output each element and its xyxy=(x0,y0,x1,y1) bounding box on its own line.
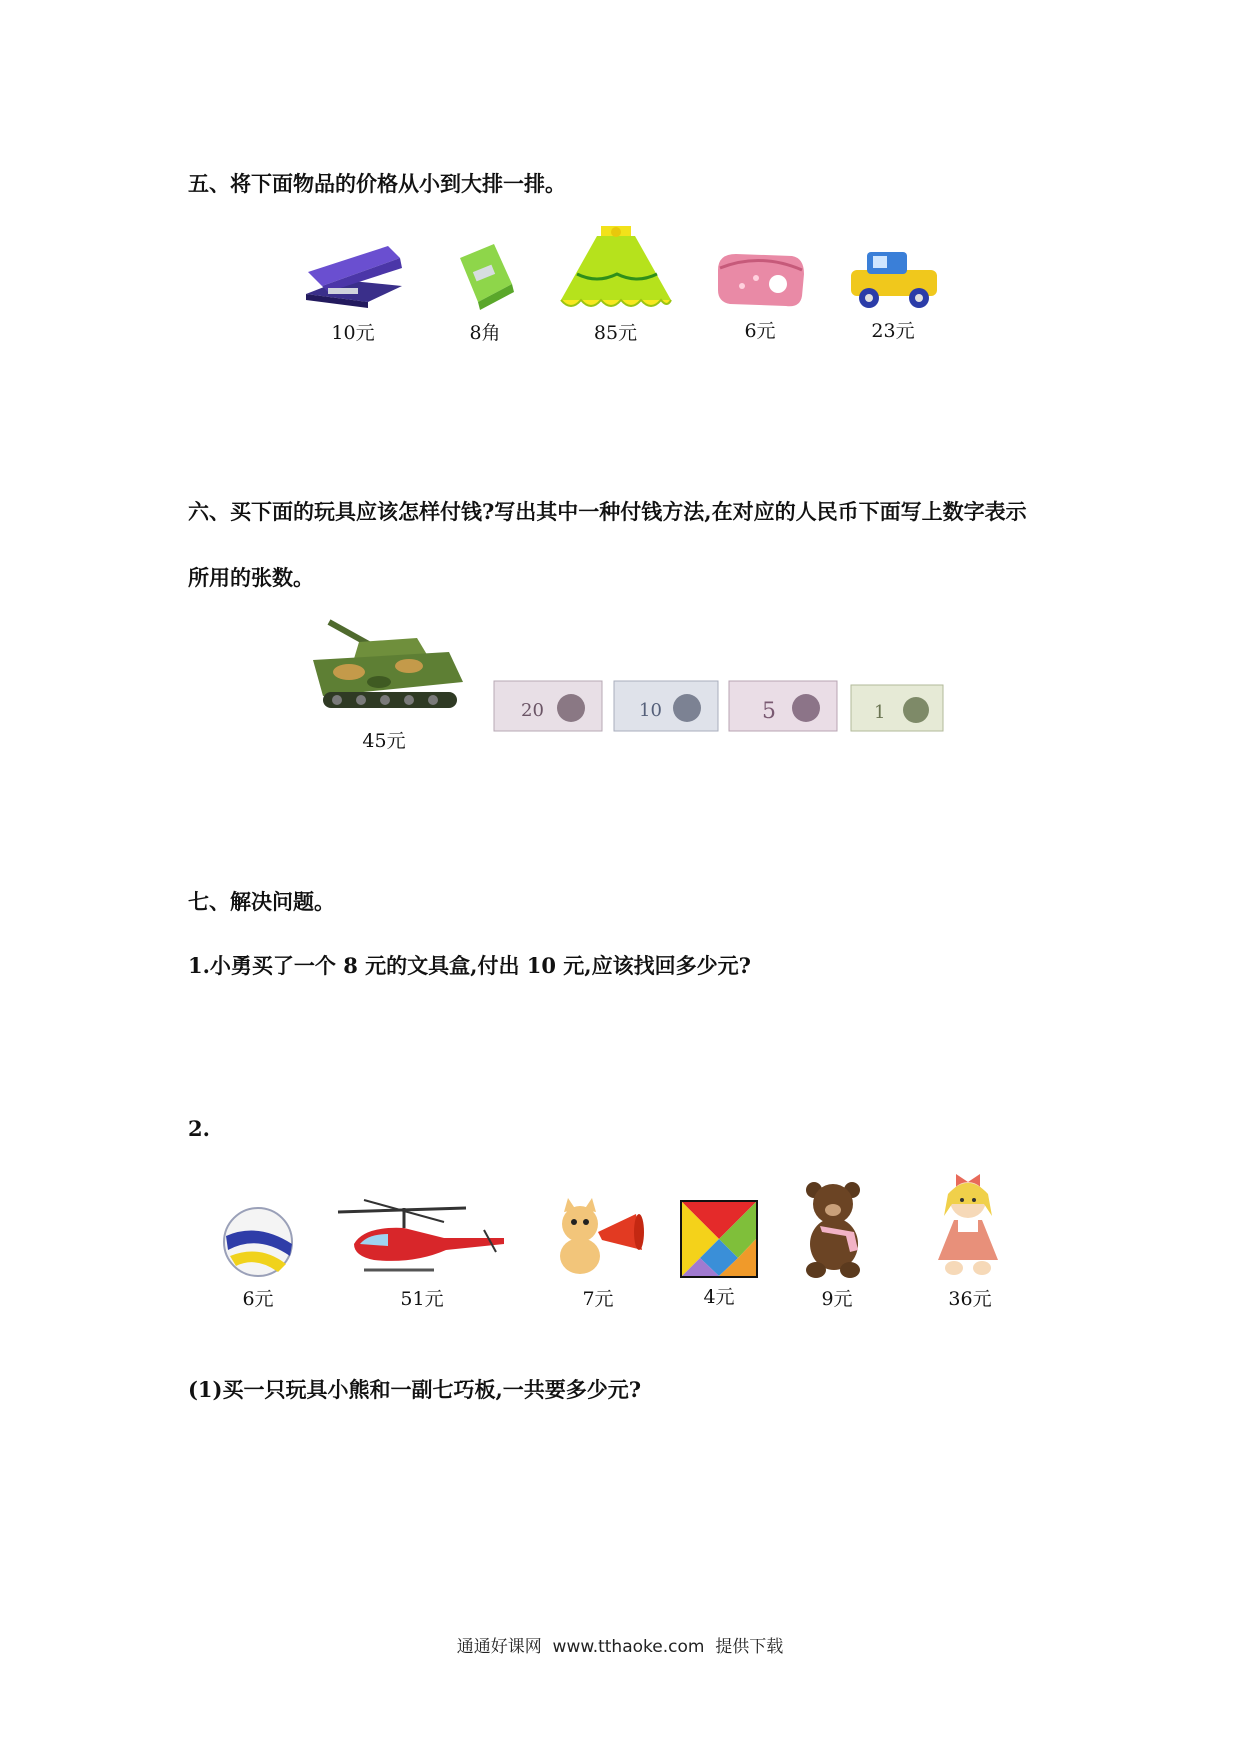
cat-toy-icon xyxy=(550,1196,646,1280)
item-price: 51元 xyxy=(400,1288,444,1310)
section6-title-line1: 六、买下面的玩具应该怎样付钱?写出其中一种付钱方法,在对应的人民币下面写上数字表示 xyxy=(188,499,1027,524)
footer: 通通好课网 www.tthaoke.com 提供下载 xyxy=(456,1637,784,1657)
item-volleyball xyxy=(218,1204,298,1311)
stapler-icon xyxy=(298,232,408,314)
banknote-value: 10 xyxy=(639,700,662,721)
toy-car-icon xyxy=(845,242,941,312)
question-1: 1.小勇买了一个 8 元的文具盒,付出 10 元,应该找回多少元? xyxy=(188,953,751,978)
banknote-10-icon xyxy=(613,680,719,732)
doll-icon xyxy=(928,1164,1012,1280)
item-price: 36元 xyxy=(948,1288,992,1310)
item-price: 4元 xyxy=(703,1286,735,1308)
item-price: 7元 xyxy=(582,1288,614,1310)
item-price: 9元 xyxy=(821,1288,853,1310)
item-price: 8角 xyxy=(469,322,501,344)
volleyball-icon xyxy=(220,1204,296,1280)
dress-icon xyxy=(557,220,675,314)
banknote-value: 5 xyxy=(762,699,776,724)
banknote-5 xyxy=(728,680,838,736)
item-price: 23元 xyxy=(871,320,915,342)
helicopter-icon xyxy=(334,1194,510,1280)
item-sharpener xyxy=(445,238,525,345)
question-2-sub1: (1)买一只玩具小熊和一副七巧板,一共要多少元? xyxy=(188,1377,642,1402)
item-tank xyxy=(296,612,472,753)
banknote-10 xyxy=(613,680,719,736)
item-price: 85元 xyxy=(593,322,638,344)
banknote-value: 20 xyxy=(521,700,544,721)
banknote-20 xyxy=(493,680,603,736)
item-pencil-case xyxy=(710,246,810,343)
item-toy-car xyxy=(843,242,943,343)
item-price: 10元 xyxy=(331,322,375,344)
item-price: 45元 xyxy=(362,730,406,752)
question-2-label: 2. xyxy=(188,1116,210,1141)
tank-icon xyxy=(299,612,469,722)
section6-title-line2: 所用的张数。 xyxy=(188,565,314,590)
item-price: 6元 xyxy=(242,1288,274,1310)
item-dress xyxy=(553,220,678,345)
banknote-20-icon xyxy=(493,680,603,732)
section7-title: 七、解决问题。 xyxy=(188,889,335,914)
banknote-value: 1 xyxy=(874,702,886,723)
item-cat-toy xyxy=(548,1196,648,1311)
item-helicopter xyxy=(332,1194,512,1311)
banknote-1-icon xyxy=(850,684,944,732)
pencil-sharpener-icon xyxy=(450,238,520,314)
item-stapler xyxy=(293,232,413,345)
tangram-icon xyxy=(680,1200,758,1278)
item-doll xyxy=(925,1164,1015,1311)
item-price: 6元 xyxy=(744,320,776,342)
item-tangram xyxy=(677,1200,761,1309)
banknote-1 xyxy=(850,684,944,736)
banknote-5-icon xyxy=(728,680,838,732)
pencil-case-icon xyxy=(712,246,808,312)
teddy-bear-icon xyxy=(794,1180,880,1280)
section5-title: 五、将下面物品的价格从小到大排一排。 xyxy=(188,171,566,196)
item-teddy-bear xyxy=(792,1180,882,1311)
